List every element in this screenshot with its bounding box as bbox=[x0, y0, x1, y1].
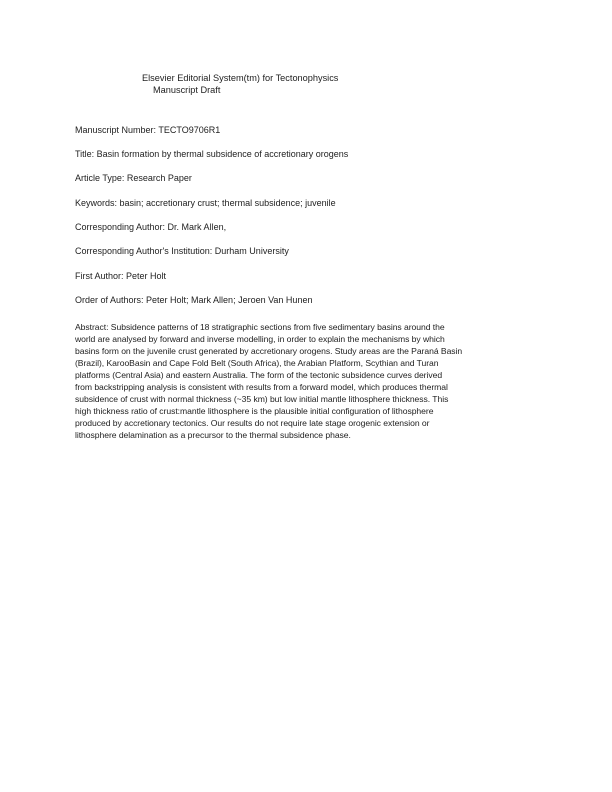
keywords: Keywords: basin; accretionary crust; thermal subsidence; juvenile bbox=[75, 198, 336, 208]
abstract-line: produced by accretionary tectonics. Our results do not require late stage orogenic extension or bbox=[75, 418, 430, 428]
document-header bbox=[142, 72, 338, 96]
abstract-line: lithosphere delamination as a precursor to the thermal subsidence phase. bbox=[75, 430, 351, 440]
manuscript-title: Title: Basin formation by thermal subsidence of accretionary orogens bbox=[75, 149, 349, 159]
first-author: First Author: Peter Holt bbox=[75, 271, 167, 281]
abstract-line: subsidence of crust with normal thickness (~35 km) but low initial mantle lithosphere thickness. This bbox=[75, 394, 449, 404]
abstract-line: platforms (Central Asia) and eastern Australia. The form of the tectonic subsidence curves derived bbox=[75, 370, 443, 380]
order-of-authors: Order of Authors: Peter Holt; Mark Allen; Jeroen Van Hunen bbox=[75, 295, 313, 305]
abstract bbox=[75, 321, 537, 441]
abstract-line: Abstract: Subsidence patterns of 18 stratigraphic sections from five sedimentary basins around the bbox=[75, 322, 445, 332]
manuscript-number: Manuscript Number: TECTO9706R1 bbox=[75, 125, 221, 135]
corresponding-author: Corresponding Author: Dr. Mark Allen, bbox=[75, 222, 227, 232]
article-type: Article Type: Research Paper bbox=[75, 173, 192, 183]
abstract-line: basins form on the juvenile crust generated by accretionary orogens. Study areas are the Paraná Basin bbox=[75, 346, 463, 356]
draft-label: Manuscript Draft bbox=[153, 85, 221, 95]
abstract-line: (Brazil), KarooBasin and Cape Fold Belt (South Africa), the Arabian Platform, Scythian and Turan bbox=[75, 358, 439, 368]
abstract-line: from backstripping analysis is consistent with results from a forward model, which produces thermal bbox=[75, 382, 448, 392]
abstract-line: high thickness ratio of crust:mantle lithosphere is the plausible initial configuration of lithosphere bbox=[75, 406, 434, 416]
corresponding-institution: Corresponding Author's Institution: Durham University bbox=[75, 246, 289, 256]
system-title: Elsevier Editorial System(tm) for Tectonophysics bbox=[142, 73, 339, 83]
abstract-line: world are analysed by forward and inverse modelling, in order to explain the mechanisms by which bbox=[75, 334, 445, 344]
